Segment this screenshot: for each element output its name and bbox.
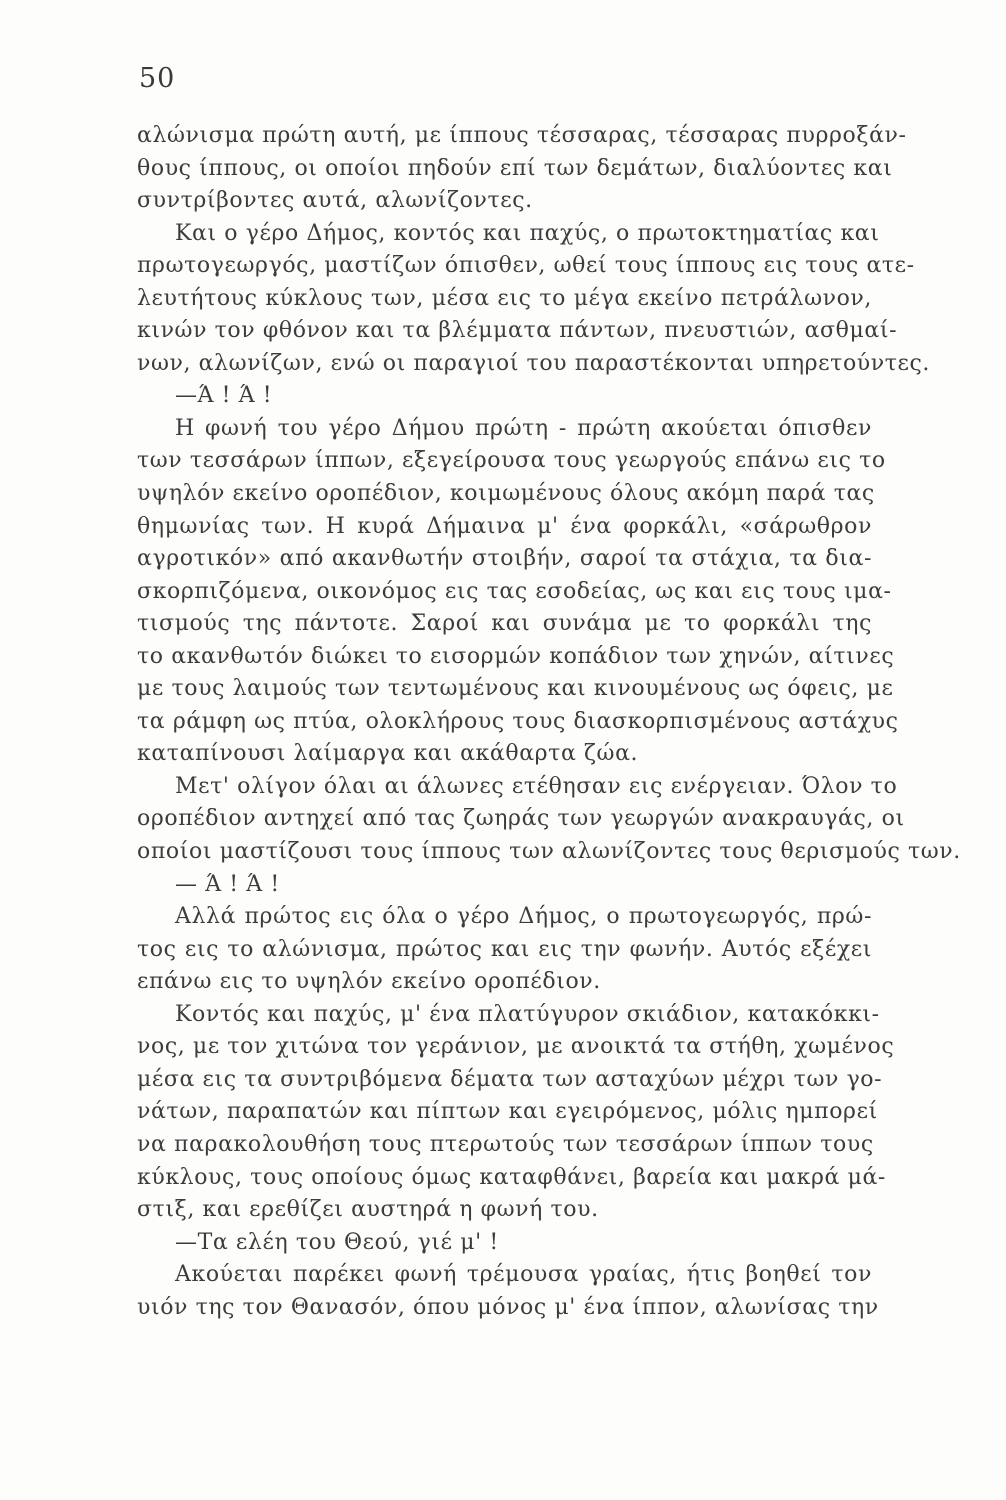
- text-line: νάτων, παραπατών και πίπτων και εγειρόμενος, μόλις ημπορεί: [137, 1099, 878, 1125]
- text-line: Μετ' ολίγον όλαι αι άλωνες ετέθησαν εις ενέργειαν. Όλον το: [175, 773, 898, 799]
- text-line: κινών τον φθόνον και τα βλέμματα πάντων, πνευστιών, ασθμαί-: [137, 318, 898, 344]
- text-line: τισμούς της πάντοτε. Σαροί και συνάμα με το φορκάλι της: [137, 611, 872, 637]
- text-line: αλώνισμα πρώτη αυτή, με ίππους τέσσαρας, τέσσαρας πυρροξάν-: [137, 123, 907, 148]
- text-line: νος, με τον χιτώνα τον γεράνιον, με ανοικτά τα στήθη, χωμένος: [137, 1034, 895, 1060]
- text-line: των τεσσάρων ίππων, εξεγείρουσα τους γεωργούς επάνω εις το: [137, 448, 886, 474]
- text-line: σκορπιζόμενα, οικονόμος εις τας εσοδείας, ως και εις τους ιμα-: [137, 578, 892, 604]
- body-text: [137, 120, 961, 1324]
- text-line: επάνω εις το υψηλόν εκείνο οροπέδιον.: [137, 969, 601, 995]
- text-line: κύκλους, τους οποίους όμως καταφθάνει, βαρεία και μακρά μά-: [137, 1164, 886, 1190]
- text-line: καταπίνουσι λαίμαργα και ακάθαρτα ζώα.: [137, 741, 639, 767]
- text-line: στιξ, και ερεθίζει αυστηρά η φωνή του.: [137, 1197, 599, 1223]
- text-line: Αλλά πρώτος εις όλα ο γέρο Δήμος, ο πρωτογεωργός, πρώ-: [175, 904, 872, 930]
- text-line: νων, αλωνίζων, ενώ οι παραγιοί του παραστέκονται υπηρετούντες.: [137, 350, 931, 376]
- text-line: υψηλόν εκείνο οροπέδιον, κοιμωμένους όλους ακόμη παρά τας: [137, 481, 875, 507]
- page-number: 50: [139, 63, 176, 94]
- text-line: τα ράμφη ως πτύα, ολοκλήρους τους διασκορπισμένους αστάχυς: [137, 708, 899, 734]
- text-line: με τους λαιμούς των τεντωμένους και κινουμένους ως όφεις, με: [137, 676, 894, 702]
- text-line: υιόν της τον Θανασόν, όπου μόνος μ' ένα ίππον, αλωνίσας την: [137, 1294, 879, 1320]
- text-line: θους ίππους, οι οποίοι πηδούν επί των δεμάτων, διαλύοντες και: [137, 155, 893, 181]
- text-line: αγροτικόν» από ακανθωτήν στοιβήν, σαροί τα στάχια, τα δια-: [137, 546, 872, 572]
- text-line: —Ά ! Ά !: [175, 383, 273, 409]
- text-line: συντρίβοντες αυτά, αλωνίζοντες.: [137, 188, 533, 214]
- text-line: οποίοι μαστίζουσι τους ίππους των αλωνίζοντες τους θερισμούς των.: [137, 839, 961, 865]
- text-line: —Τα ελέη του Θεού, γιέ μ' !: [175, 1229, 499, 1255]
- text-line: — Ά ! Ά !: [175, 871, 280, 897]
- text-line: Ακούεται παρέκει φωνή τρέμουσα γραίας, ήτις βοηθεί τον: [175, 1262, 872, 1288]
- text-line: Κοντός και παχύς, μ' ένα πλατύγυρον σκιάδιον, κατακόκκι-: [175, 1001, 880, 1027]
- text-line: θημωνίας των. Η κυρά Δήμαινα μ' ένα φορκάλι, «σάρωθρον: [137, 513, 872, 539]
- text-line: να παρακολουθήση τους πτερωτούς των τεσσάρων ίππων τους: [137, 1131, 874, 1157]
- text-line: τος εις το αλώνισμα, πρώτος και εις την φωνήν. Αυτός εξέχει: [137, 936, 872, 962]
- text-line: λευτήτους κύκλους των, μέσα εις το μέγα εκείνο πετράλωνον,: [137, 285, 872, 311]
- text-line: μέσα εις τα συντριβόμενα δέματα των ασταχύων μέχρι των γο-: [137, 1066, 883, 1092]
- text-line: οροπέδιον αντηχεί από τας ζωηράς των γεωργών ανακραυγάς, οι: [137, 806, 905, 832]
- text-line: το ακανθωτόν διώκει το εισορμών κοπάδιον των χηνών, αίτινες: [137, 643, 895, 669]
- text-line: πρωτογεωργός, μαστίζων όπισθεν, ωθεί τους ίππους εις τους ατε-: [137, 253, 915, 279]
- text-line: Η φωνή του γέρο Δήμου πρώτη - πρώτη ακούεται όπισθεν: [175, 415, 872, 441]
- text-line: Και ο γέρο Δήμος, κοντός και παχύς, ο πρωτοκτηματίας και: [175, 220, 880, 246]
